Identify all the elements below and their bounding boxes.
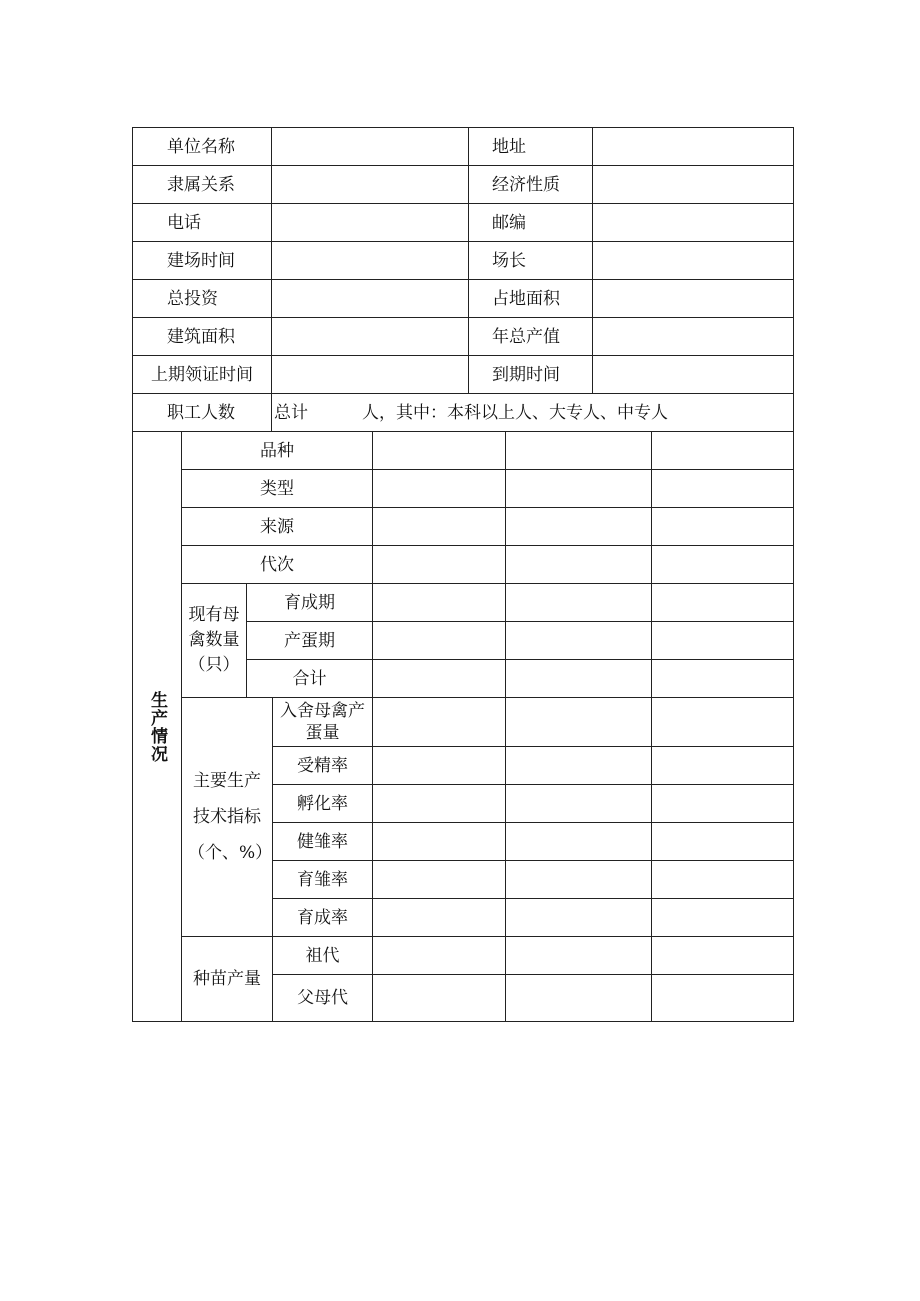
founded-time-label: 建场时间	[132, 241, 272, 280]
postcode-field[interactable]	[592, 203, 794, 242]
rearing-period-col2[interactable]	[505, 583, 652, 622]
source-col2[interactable]	[505, 507, 652, 546]
hens-group-label: 现有母禽数量（只）	[181, 583, 247, 698]
generation-col2[interactable]	[505, 545, 652, 584]
grandparent-col3[interactable]	[651, 936, 794, 975]
postcode-label: 邮编	[468, 203, 593, 242]
type-label: 类型	[181, 469, 373, 508]
egg-yield-col1[interactable]	[372, 697, 506, 747]
annual-output-field[interactable]	[592, 317, 794, 356]
fertility-rate-col1[interactable]	[372, 746, 506, 785]
generation-label: 代次	[181, 545, 373, 584]
healthy-chick-rate-col2[interactable]	[505, 822, 652, 861]
brooding-rate-col3[interactable]	[651, 860, 794, 899]
brooding-rate-col1[interactable]	[372, 860, 506, 899]
laying-period-label: 产蛋期	[246, 621, 373, 660]
egg-yield-label: 入舍母禽产蛋量	[272, 697, 373, 747]
brooding-rate-col2[interactable]	[505, 860, 652, 899]
rearing-rate-col2[interactable]	[505, 898, 652, 937]
source-col3[interactable]	[651, 507, 794, 546]
rearing-period-col1[interactable]	[372, 583, 506, 622]
brooding-rate-label: 育雏率	[272, 860, 373, 899]
phone-field[interactable]	[271, 203, 469, 242]
source-label: 来源	[181, 507, 373, 546]
parent-col3[interactable]	[651, 974, 794, 1022]
hatch-rate-col2[interactable]	[505, 784, 652, 823]
last-license-time-field[interactable]	[271, 355, 469, 394]
seedling-group-label: 种苗产量	[181, 936, 273, 1022]
fertility-rate-col3[interactable]	[651, 746, 794, 785]
subtotal-label: 合计	[246, 659, 373, 698]
registration-form-table	[133, 128, 794, 1022]
hatch-rate-label: 孵化率	[272, 784, 373, 823]
healthy-chick-rate-col3[interactable]	[651, 822, 794, 861]
rearing-period-col3[interactable]	[651, 583, 794, 622]
staff-count-detail[interactable]: 总计 人，其中：本科以上人、大专人、中专人	[271, 393, 794, 432]
unit-name-field[interactable]	[271, 127, 469, 166]
type-col3[interactable]	[651, 469, 794, 508]
hatch-rate-col3[interactable]	[651, 784, 794, 823]
subtotal-col3[interactable]	[651, 659, 794, 698]
generation-col1[interactable]	[372, 545, 506, 584]
director-field[interactable]	[592, 241, 794, 280]
fertility-rate-label: 受精率	[272, 746, 373, 785]
parent-col2[interactable]	[505, 974, 652, 1022]
type-col1[interactable]	[372, 469, 506, 508]
grandparent-label: 祖代	[272, 936, 373, 975]
subtotal-col1[interactable]	[372, 659, 506, 698]
laying-period-col2[interactable]	[505, 621, 652, 660]
affiliation-label: 隶属关系	[132, 165, 272, 204]
egg-yield-col3[interactable]	[651, 697, 794, 747]
parent-label: 父母代	[272, 974, 373, 1022]
type-col2[interactable]	[505, 469, 652, 508]
healthy-chick-rate-col1[interactable]	[372, 822, 506, 861]
parent-col1[interactable]	[372, 974, 506, 1022]
breed-col1[interactable]	[372, 431, 506, 470]
breed-col3[interactable]	[651, 431, 794, 470]
subtotal-col2[interactable]	[505, 659, 652, 698]
unit-name-label: 单位名称	[132, 127, 272, 166]
address-label: 地址	[468, 127, 593, 166]
building-area-field[interactable]	[271, 317, 469, 356]
building-area-label: 建筑面积	[132, 317, 272, 356]
phone-label: 电话	[132, 203, 272, 242]
breed-col2[interactable]	[505, 431, 652, 470]
land-area-label: 占地面积	[468, 279, 593, 318]
indicators-group-label: 主要生产技术指标（个、%）	[181, 697, 273, 937]
laying-period-col3[interactable]	[651, 621, 794, 660]
address-field[interactable]	[592, 127, 794, 166]
total-investment-field[interactable]	[271, 279, 469, 318]
founded-time-field[interactable]	[271, 241, 469, 280]
expiry-time-label: 到期时间	[468, 355, 593, 394]
affiliation-field[interactable]	[271, 165, 469, 204]
production-section-text: 生产情况	[147, 690, 167, 763]
egg-yield-col2[interactable]	[505, 697, 652, 747]
director-label: 场长	[468, 241, 593, 280]
staff-count-label: 职工人数	[132, 393, 272, 432]
last-license-time-label: 上期领证时间	[132, 355, 272, 394]
rearing-period-label: 育成期	[246, 583, 373, 622]
generation-col3[interactable]	[651, 545, 794, 584]
total-investment-label: 总投资	[132, 279, 272, 318]
rearing-rate-label: 育成率	[272, 898, 373, 937]
annual-output-label: 年总产值	[468, 317, 593, 356]
breed-label: 品种	[181, 431, 373, 470]
land-area-field[interactable]	[592, 279, 794, 318]
hatch-rate-col1[interactable]	[372, 784, 506, 823]
healthy-chick-rate-label: 健雏率	[272, 822, 373, 861]
grandparent-col1[interactable]	[372, 936, 506, 975]
production-section-label	[132, 431, 182, 1022]
rearing-rate-col3[interactable]	[651, 898, 794, 937]
expiry-time-field[interactable]	[592, 355, 794, 394]
fertility-rate-col2[interactable]	[505, 746, 652, 785]
economic-nature-label: 经济性质	[468, 165, 593, 204]
rearing-rate-col1[interactable]	[372, 898, 506, 937]
source-col1[interactable]	[372, 507, 506, 546]
laying-period-col1[interactable]	[372, 621, 506, 660]
economic-nature-field[interactable]	[592, 165, 794, 204]
grandparent-col2[interactable]	[505, 936, 652, 975]
